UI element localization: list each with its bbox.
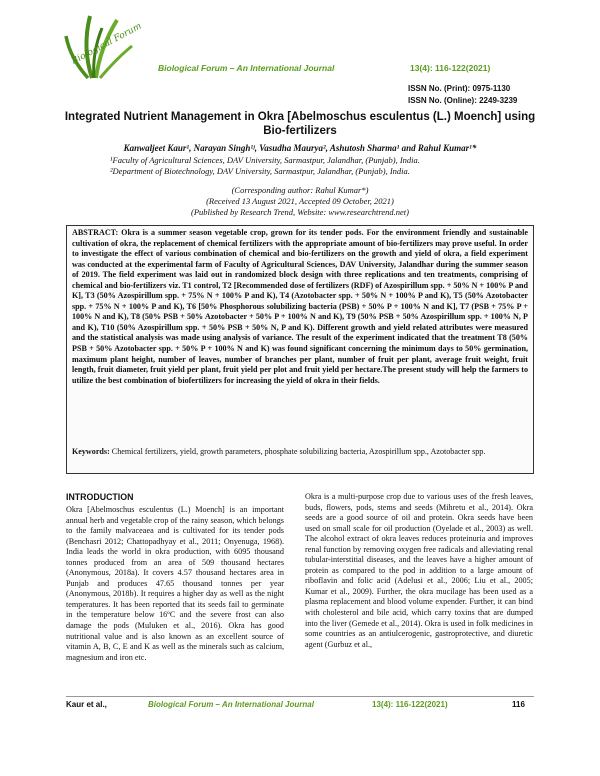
footer-volume: 13(4): 116-122(2021) [372, 700, 448, 709]
volume-info: 13(4): 116-122(2021) [410, 63, 491, 73]
paper-title: Integrated Nutrient Management in Okra [Abelmoschus esculentus (L.) Moench] using Bio-fertilizers [64, 111, 536, 137]
keywords [72, 447, 528, 458]
logo-text: Biological Forum [70, 21, 144, 67]
authors: Kanwaljeet Kaur¹, Narayan Singh¹ʲ, Vasudha Maurya², Ashutosh Sharma¹ and Rahul Kumar¹* [123, 143, 477, 153]
footer-rule [66, 696, 534, 697]
corresponding-author: (Corresponding author: Rahul Kumar*) [231, 185, 369, 195]
affiliation-1: ¹Faculty of Agricultural Sciences, DAV University, Sarmastpur, Jalandhar, (Punjab), India. [110, 155, 420, 165]
publisher: (Published by Research Trend, Website: www.researchtrend.net) [191, 207, 409, 217]
keywords-label: Keywords: [72, 447, 110, 456]
introduction-heading: INTRODUCTION [66, 492, 134, 502]
issn-online: ISSN No. (Online): 2249-3239 [408, 96, 518, 105]
footer-journal: Biological Forum – An International Journal [148, 700, 314, 709]
left-column-text: Okra [Abelmoschus esculentus (L.) Moench] is an important annual herb and vegetable crop of the rainy season, which belongs to the family malvaceaea and is cultivated for its tender pods (Benchasri 2012; Chattopadhyay et al., 2011; Onyenuga, 1968). India leads the world in okra production, with 6095 thousand tonnes produced from an area of 509 thousand hectares (Anonymous, 2018a). It covers 4.57 thousand hectares area in Punjab and produces 47.65 thousand tonnes per year (Anonymous, 2018b). It requires a higher day as well as the night temperatures. It has been reported that its seeds fail to germinate in the temperature below 16ºC and the severe frost can also damage the pods (Muluken et al., 2016). Okra has good nutritional value and is also known as an excellent source of vitamin A, B, C, E and K as well as the minerals such as calcium, magnesium and iron etc. [66, 505, 284, 662]
affiliation-2: ²Department of Biotechnology, DAV University, Sarmastpur, Jalandhar, (Punjab), India. [110, 165, 410, 176]
journal-name: Biological Forum – An International Journal [158, 63, 335, 73]
page-number: 116 [512, 700, 525, 709]
publication-info [60, 185, 540, 218]
right-column-text: Okra is a multi-purpose crop due to various uses of the fresh leaves, buds, flowers, pods, stems and seeds (Mihretu et al., 2014). Okra seeds are a good source of oil and protein. Okra seeds have been used on small scale for oil production (Oyelade et al., 2003) as well. The alcohol extract of okra leaves reduces proteinuria and improves renal function by removing oxygen free radicals and alleviating renal tubular-interstitial diseases, and the leaves have a higher amount of protein as compared to the pod in addition to a large amount of riboflavin and folic acid (Adelusi et al., 2006; Liu et al., 2005; Kumar et al., 2009). Further, the okra mucilage has been used as a plasma replacement and blood volume expender. Further, it can bind with cholesterol and bile acid, which carry toxins that are dumped into the liver (Gemede et al., 2014). Okra is used in folk medicines in some countries as an antiulcerogenic, gastroprotective, and diuretic agent (Gurbuz et al., [305, 492, 533, 649]
keywords-list: Chemical fertilizers, yield, growth parameters, phosphate solubilizing bacteria, Azospirillum spp., Azotobacter spp. [111, 447, 486, 456]
abstract: ABSTRACT: Okra is a summer season vegetable crop, grown for its tender pods. For the environment friendly and sustainable cultivation of okra, the replacement of chemical fertilizers with the appropriate amount of bio-fertilizers may prove useful. In order to investigate the effect of various combination of chemical and bio-fertilizers on the growth and yield of okra, a field experiment was conducted at the experimental farm of Faculty of Agricultural Sciences, DAV University, Jalandhar during the summer season of 2019. The field experiment was laid out in randomized block design with three replications and ten treatments, comprising of chemical and bio-fertilizers viz. T1 control, T2 [Recommended dose of fertilizers (RDF) of Azospirillum spp. + 50% N + 100% P and K], T3 (50% Azospirillum spp. + 75% N + 100% P and K), T4 (Azotobacter spp. + 50% N + 100% P and K), T5 (50% Azotobacter spp. + 75% N + 100% P and K), T6 [50% Phosphorous solubilizing bacteria (PSB) + 50% P + 100% N and K], T7 (PSB + 75% P + 100% N and K), T8 (50% PSB + 50% Azotobacter + 50% P + 100% N and K), T9 (50% PSB + 50% Azospirillum spp. + 100% N, P and K), T10 (50% Azospirillum spp. + 50% PSB + 50% N, P and K). Different growth and yield related attributes were measured and the statistical analysis was made using analysis of variance. The result of the experiment indicated that the treatment T8 (50% PSB + 50% Azotobacter spp. + 50% P + 100% N and K) was found significant concerning the minimum days to 50% germination, maximum plant height, number of leaves, number of branches per plant, number of fruit per plant, average fruit weight, fruit length, fruit diameter, fruit yield per plant, fruit yield per plot and fruit yield per hectare.The present study will help the farmers to utilize the best combination of biofertilizers for increasing the yield of okra in their fields. [72, 228, 528, 385]
issn-print: ISSN No. (Print): 0975-1130 [408, 84, 511, 93]
received-accepted: (Received 13 August 2021, Accepted 09 October, 2021) [206, 196, 394, 206]
affiliations [110, 155, 510, 176]
footer-authors: Kaur et al., [66, 700, 107, 709]
